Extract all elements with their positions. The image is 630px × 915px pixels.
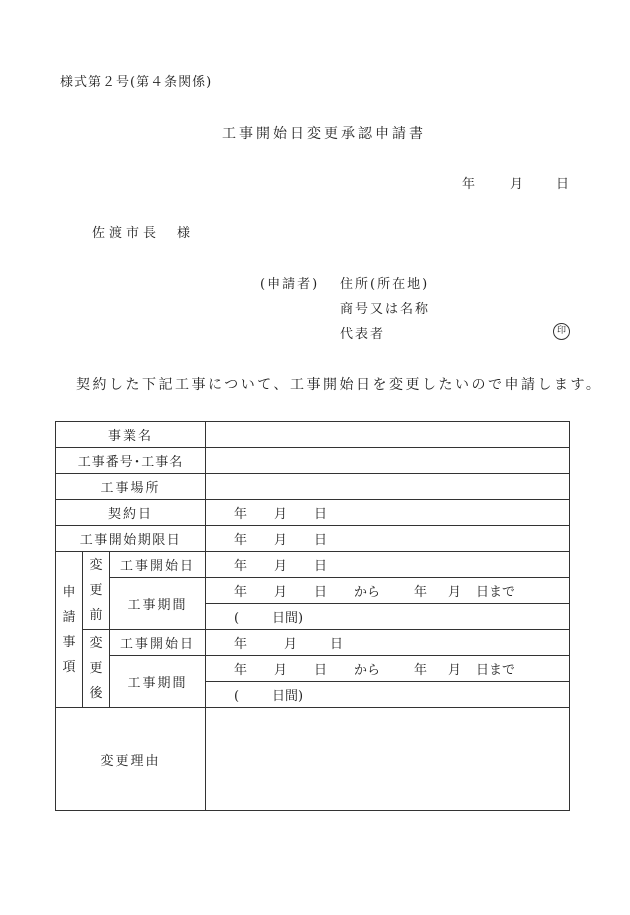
start-deadline-field[interactable]: [206, 526, 570, 552]
after-start-date-field[interactable]: [206, 630, 570, 656]
change-reason-field[interactable]: [206, 708, 570, 811]
date-year-label: 年: [462, 177, 476, 192]
day-label: 日: [330, 637, 344, 652]
before-change-char: 変: [89, 558, 103, 573]
project-name-field[interactable]: [206, 422, 570, 448]
year-label: 年: [414, 663, 428, 678]
day-label: 日: [314, 663, 328, 678]
after-change-char: 後: [89, 686, 103, 701]
year-label: 年: [234, 637, 248, 652]
work-location-field[interactable]: [206, 474, 570, 500]
project-name-label: 事業名: [56, 422, 206, 448]
date-day-label: 日: [556, 177, 570, 192]
request-items-label: [56, 552, 83, 708]
form-number: 様式第２号(第４条関係): [60, 75, 213, 90]
month-label: 月: [448, 585, 462, 600]
month-label: 月: [274, 507, 288, 522]
after-work-period-range[interactable]: [206, 656, 570, 682]
start-deadline-label: 工事開始期限日: [56, 526, 206, 552]
days-open-paren: (: [234, 611, 240, 626]
month-label: 月: [284, 637, 298, 652]
seal-mark: 印: [553, 323, 570, 340]
day-label: 日: [314, 533, 328, 548]
row-work-number: [56, 448, 570, 474]
document-title: 工事開始日変更承認申請書: [222, 126, 426, 142]
request-items-char: 項: [62, 659, 76, 675]
after-work-period-days[interactable]: [206, 682, 570, 708]
addressee: 佐渡市長 様: [92, 226, 195, 241]
before-change-char: 更: [89, 583, 103, 598]
before-work-period-range[interactable]: [206, 578, 570, 604]
row-after-period-1: [56, 656, 570, 682]
day-label: 日: [314, 585, 328, 600]
company-name-label: 商号又は名称: [340, 302, 431, 317]
row-start-deadline: [56, 526, 570, 552]
after-start-date-label: 工事開始日: [110, 630, 206, 656]
from-label: から: [354, 663, 381, 678]
date-month-label: 月: [510, 177, 524, 192]
after-change-char: 更: [89, 661, 103, 676]
days-open-paren: (: [234, 689, 240, 704]
year-label: 年: [234, 533, 248, 548]
day-label: 日: [314, 559, 328, 574]
days-label: 日間): [272, 689, 304, 704]
after-work-period-label: 工事期間: [110, 656, 206, 708]
before-change-char: 前: [89, 608, 103, 623]
month-label: 月: [274, 533, 288, 548]
row-project-name: [56, 422, 570, 448]
before-start-date-field[interactable]: [206, 552, 570, 578]
until-label: 日まで: [476, 585, 516, 600]
before-work-period-label: 工事期間: [110, 578, 206, 630]
year-label: 年: [414, 585, 428, 600]
after-change-label: [83, 630, 110, 708]
request-items-char: 申: [62, 584, 76, 600]
year-label: 年: [234, 663, 248, 678]
month-label: 月: [274, 663, 288, 678]
representative-label: 代表者: [340, 327, 386, 342]
request-items-char: 請: [62, 609, 76, 625]
until-label: 日まで: [476, 663, 516, 678]
work-number-name-label: 工事番号･工事名: [56, 448, 206, 474]
row-change-reason: [56, 708, 570, 811]
year-label: 年: [234, 585, 248, 600]
work-location-label: 工事場所: [56, 474, 206, 500]
request-items-char: 事: [62, 634, 76, 650]
row-after-start-date: [56, 630, 570, 656]
before-change-label: [83, 552, 110, 630]
year-label: 年: [234, 507, 248, 522]
contract-date-field[interactable]: [206, 500, 570, 526]
applicant-label: (申請者): [260, 277, 320, 292]
days-label: 日間): [272, 611, 304, 626]
application-statement: 契約した下記工事について、工事開始日を変更したいので申請します。: [76, 377, 603, 393]
day-label: 日: [314, 507, 328, 522]
month-label: 月: [274, 585, 288, 600]
application-date: [462, 173, 569, 192]
after-change-char: 変: [89, 636, 103, 651]
row-before-start-date: [56, 552, 570, 578]
before-work-period-days[interactable]: [206, 604, 570, 630]
from-label: から: [354, 585, 381, 600]
row-contract-date: [56, 500, 570, 526]
contract-date-label: 契約日: [56, 500, 206, 526]
address-label: 住所(所在地): [340, 277, 430, 292]
work-number-name-field[interactable]: [206, 448, 570, 474]
month-label: 月: [448, 663, 462, 678]
before-start-date-label: 工事開始日: [110, 552, 206, 578]
application-form-table: [55, 421, 570, 811]
row-work-location: [56, 474, 570, 500]
row-before-period-1: [56, 578, 570, 604]
change-reason-label: 変更理由: [56, 708, 206, 811]
year-label: 年: [234, 559, 248, 574]
month-label: 月: [274, 559, 288, 574]
